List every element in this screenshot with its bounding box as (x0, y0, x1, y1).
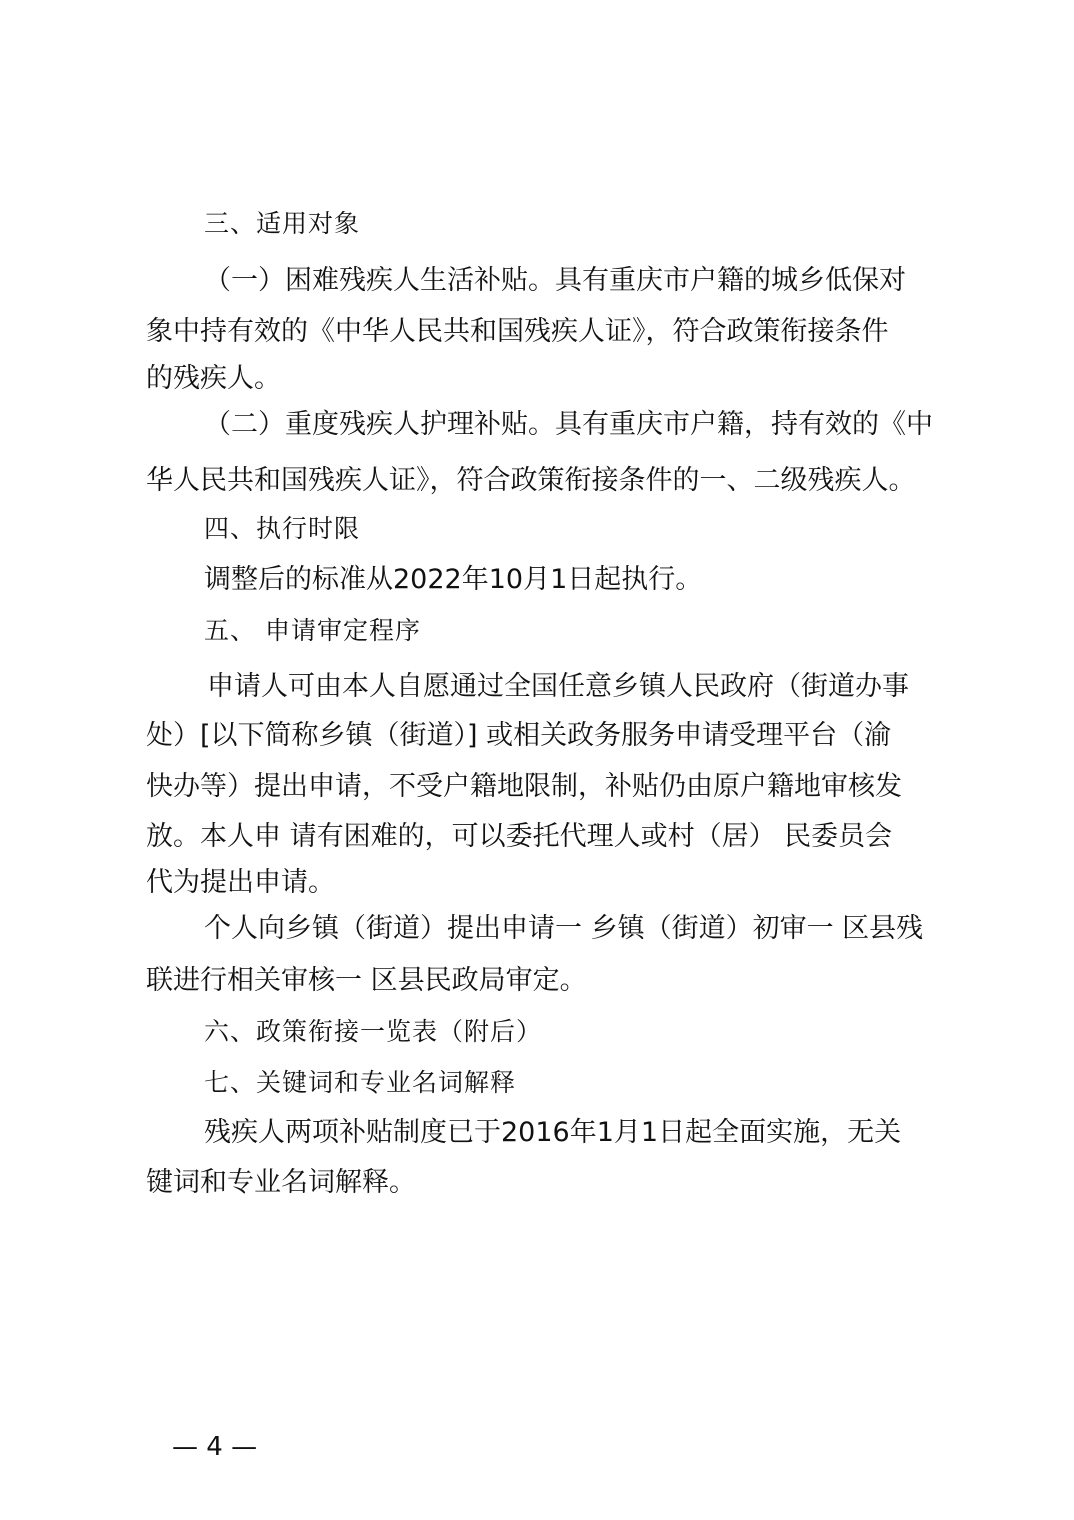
paragraph-line: 键词和专业名词解释。 (146, 1167, 416, 1198)
section-heading-3: 三、适用对象 (204, 209, 361, 238)
paragraph-line: （一）困难残疾人生活补贴。具有重庆市户籍的城乡低保对 (204, 265, 906, 296)
paragraph-line: （二）重度残疾人护理补贴。具有重庆市户籍，持有效的《中 (204, 409, 933, 440)
paragraph-line: 放。本人申 请有困难的，可以委托代理人或村（居） 民委员会 (146, 821, 893, 852)
paragraph-line: 处）[以下简称乡镇（街道）] 或相关政务服务申请受理平台（渝 (146, 720, 892, 751)
section-heading-7: 七、关键词和专业名词解释 (204, 1068, 517, 1097)
page-number: — 4 — (172, 1432, 258, 1462)
paragraph-line: 个人向乡镇（街道）提出申请一 乡镇（街道）初审一 区县残 (204, 913, 924, 944)
section-heading-5: 五、 申请审定程序 (204, 616, 421, 645)
paragraph-line: 的残疾人。 (146, 363, 281, 394)
paragraph-line: 联进行相关审核一 区县民政局审定。 (146, 965, 587, 996)
paragraph-line: 快办等）提出申请，不受户籍地限制，补贴仍由原户籍地审核发 (146, 771, 902, 802)
paragraph-line: 申请人可由本人自愿通过全国任意乡镇人民政府（街道办事 (207, 671, 909, 702)
paragraph-line: 调整后的标准从2022年10月1日起执行。 (204, 564, 703, 595)
section-heading-6: 六、政策衔接一览表（附后） (204, 1017, 543, 1046)
paragraph-line: 华人民共和国残疾人证》，符合政策衔接条件的一、二级残疾人。 (146, 465, 916, 496)
paragraph-line: 象中持有效的《中华人民共和国残疾人证》，符合政策衔接条件 (146, 316, 889, 347)
paragraph-line: 代为提出申请。 (146, 867, 335, 898)
section-heading-4: 四、执行时限 (204, 514, 361, 543)
paragraph-line: 残疾人两项补贴制度已于2016年1月1日起全面实施，无关 (204, 1117, 902, 1148)
